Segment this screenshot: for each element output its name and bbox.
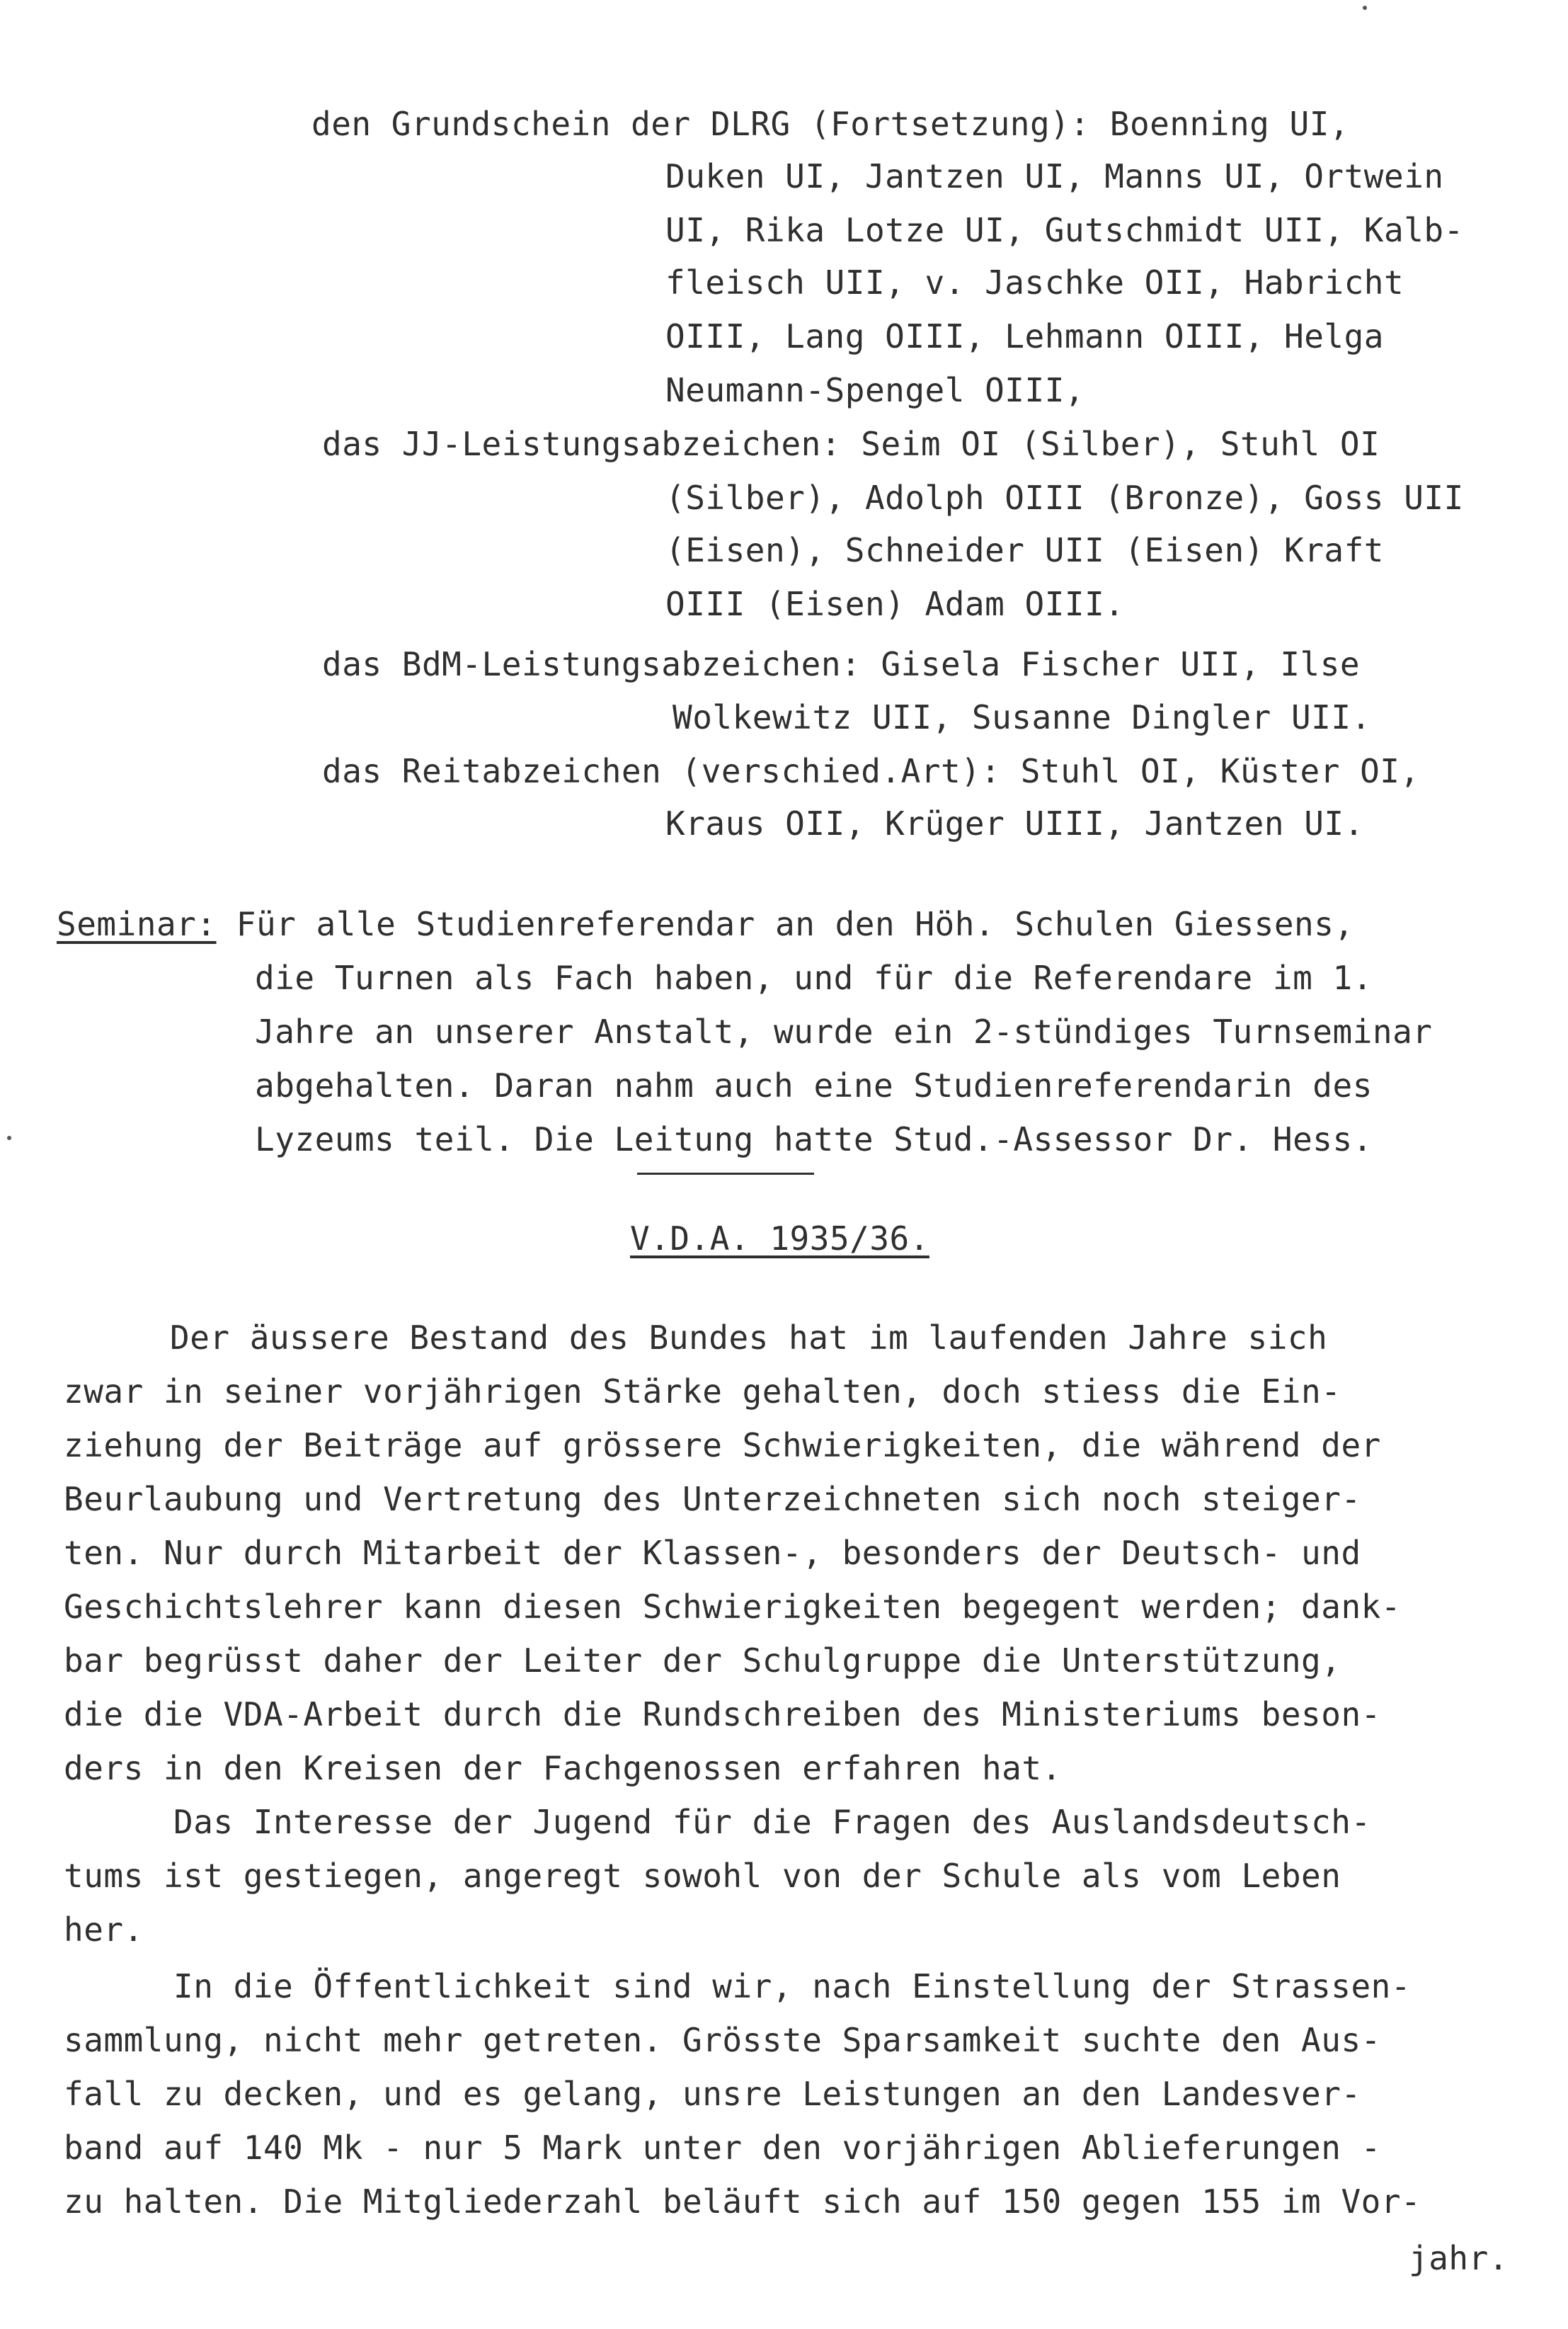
seminar-line-1	[57, 905, 1354, 943]
vda-line-6: Geschichtslehrer kann diesen Schwierigkeiten begegent werden; dank-	[64, 1588, 1402, 1626]
dlrg-line-2: Duken UI, Jantzen UI, Manns UI, Ortwein	[665, 157, 1444, 195]
jj-line-1: das JJ-Leistungsabzeichen: Seim OI (Silber), Stuhl OI	[322, 425, 1380, 463]
vda-line-15: fall zu decken, und es gelang, unsre Leistungen an den Landesver-	[64, 2075, 1361, 2113]
vda-line-7: bar begrüsst daher der Leiter der Schulgruppe die Unterstützung,	[64, 1641, 1341, 1680]
reit-line-1: das Reitabzeichen (verschied.Art): Stuhl OI, Küster OI,	[322, 752, 1420, 790]
vda-line-9: ders in den Kreisen der Fachgenossen erfahren hat.	[64, 1749, 1062, 1787]
vda-line-10: Das Interesse der Jugend für die Fragen des Auslandsdeutsch-	[173, 1803, 1371, 1841]
vda-line-16: band auf 140 Mk - nur 5 Mark unter den vorjährigen Ablieferungen -	[64, 2129, 1381, 2167]
paper-speck	[7, 1136, 11, 1140]
dlrg-line-3: UI, Rika Lotze UI, Gutschmidt UII, Kalb-	[665, 211, 1464, 249]
vda-line-11: tums ist gestiegen, angeregt sowohl von der Schule als vom Leben	[64, 1857, 1341, 1895]
seminar-label: Seminar:	[57, 905, 217, 943]
seminar-line-5: Lyzeums teil. Die Leitung hatte Stud.-Assessor Dr. Hess.	[255, 1120, 1373, 1158]
dlrg-line-1: den Grundschein der DLRG (Fortsetzung): Boenning UI,	[311, 105, 1350, 143]
reit-line-2: Kraus OII, Krüger UIII, Jantzen UI.	[665, 804, 1364, 843]
vda-line-12: her.	[64, 1911, 144, 1949]
seminar-line-2: die Turnen als Fach haben, und für die Referendare im 1.	[255, 959, 1373, 997]
vda-line-14: sammlung, nicht mehr getreten. Grösste Sparsamkeit suchte den Aus-	[64, 2021, 1381, 2059]
vda-line-1: Der äussere Bestand des Bundes hat im laufenden Jahre sich	[170, 1319, 1328, 1357]
seminar-line-4: abgehalten. Daran nahm auch eine Studienreferendarin des	[255, 1066, 1373, 1105]
bdm-line-2: Wolkewitz UII, Susanne Dingler UII.	[673, 698, 1371, 736]
dlrg-line-4: fleisch UII, v. Jaschke OII, Habricht	[665, 263, 1404, 302]
vda-line-4: Beurlaubung und Vertretung des Unterzeichneten sich noch steiger-	[64, 1480, 1361, 1518]
vda-line-2: zwar in seiner vorjährigen Stärke gehalten, doch stiess die Ein-	[64, 1372, 1341, 1411]
bdm-line-1: das BdM-Leistungsabzeichen: Gisela Fischer UII, Ilse	[322, 645, 1361, 683]
jj-line-3: (Eisen), Schneider UII (Eisen) Kraft	[665, 531, 1384, 569]
vda-line-3: ziehung der Beiträge auf grössere Schwierigkeiten, die während der	[64, 1426, 1381, 1464]
vda-heading: V.D.A. 1935/36.	[630, 1219, 929, 1258]
section-divider	[637, 1173, 814, 1175]
vda-line-18: jahr.	[1409, 2239, 1509, 2277]
dlrg-line-6: Neumann-Spengel OIII,	[665, 371, 1085, 409]
jj-line-2: (Silber), Adolph OIII (Bronze), Goss UII	[665, 479, 1464, 517]
vda-line-5: ten. Nur durch Mitarbeit der Klassen-, besonders der Deutsch- und	[64, 1534, 1361, 1572]
vda-line-17: zu halten. Die Mitgliederzahl beläuft sich auf 150 gegen 155 im Vor-	[64, 2182, 1421, 2221]
vda-line-13: In die Öffentlichkeit sind wir, nach Einstellung der Strassen-	[173, 1967, 1412, 2005]
jj-line-4: OIII (Eisen) Adam OIII.	[665, 585, 1125, 623]
dlrg-line-5: OIII, Lang OIII, Lehmann OIII, Helga	[665, 317, 1384, 355]
seminar-line-3: Jahre an unserer Anstalt, wurde ein 2-stündiges Turnseminar	[255, 1013, 1433, 1051]
seminar-line-1-text: Für alle Studienreferendar an den Höh. Schulen Giessens,	[216, 905, 1354, 943]
paper-speck	[1363, 6, 1367, 10]
vda-line-8: die die VDA-Arbeit durch die Rundschreiben des Ministeriums beson-	[64, 1695, 1381, 1733]
